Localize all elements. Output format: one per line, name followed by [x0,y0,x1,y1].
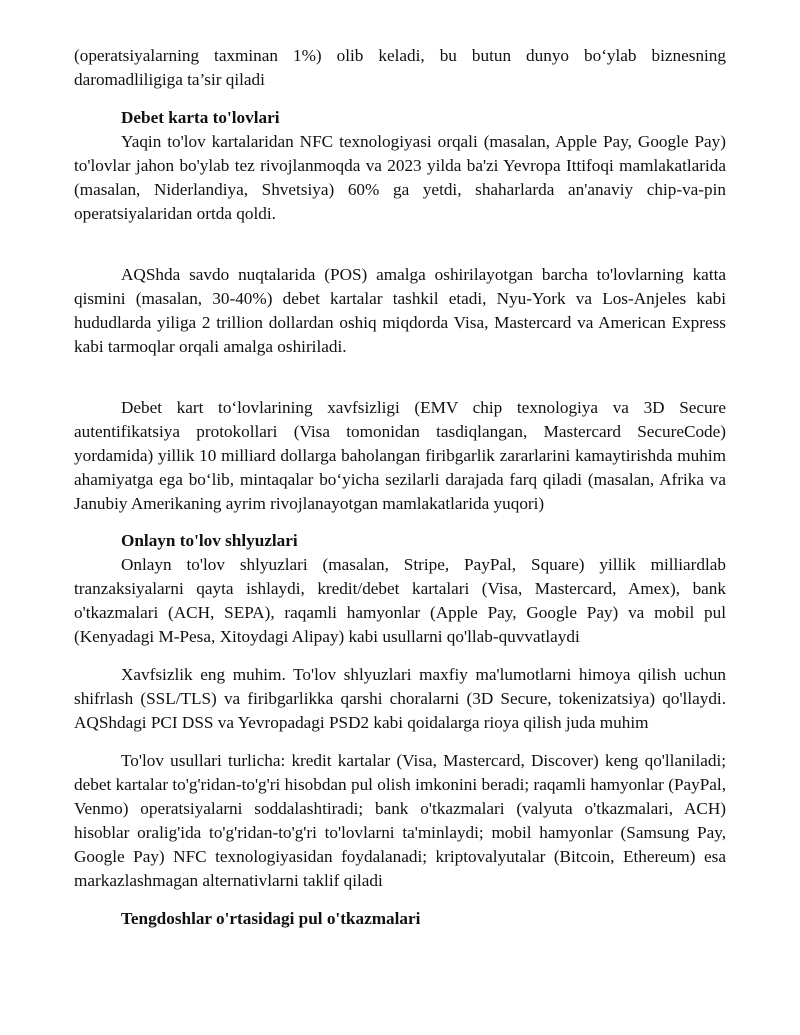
continued-paragraph: (operatsiyalarning taxminan 1%) olib keladi, bu butun dunyo bo‘ylab biznesning daromadliligiga ta’sir qiladi [74,46,726,89]
section-heading-online-gateways: Onlayn to'lov shlyuzlari [121,531,298,550]
paragraph-nfc-payments: Yaqin to'lov kartalaridan NFC texnologiyasi orqali (masalan, Apple Pay, Google Pay) to'lovlar jahon bo'ylab tez rivojlanmoqda va 2023 yilda ba'zi Yevropa Ittifoqi mamlakatlarida (masalan, Niderlandiya, Shvetsiya) 60% ga yetdi, shaharlarda an'anaviy chip-va-pin operatsiyalaridan ortda qoldi. [74,132,726,223]
paragraph-gateways-overview: Onlayn to'lov shlyuzlari (masalan, Stripe, PayPal, Square) yillik milliardlab tranzaksiyalarni qayta ishlaydi, kredit/debet kartalari (Visa, Mastercard, Amex), bank o'tkazmalari (ACH, SEPA), raqamli hamyonlar (Apple Pay, Google Pay) va mobil pul (Kenyadagi M-Pesa, Xitoydagi Alipay) kabi usullarni qo'llab-quvvatlaydi [74,555,726,646]
paragraph-payment-methods: To'lov usullari turlicha: kredit kartalar (Visa, Mastercard, Discover) keng qo'llaniladi; debet kartalar to'g'ridan-to'g'ri hisobdan pul olish imkonini beradi; raqamli hamyonlar (PayPal, Venmo) operatsiyalarni soddalashtiradi; bank o'tkazmalari (valyuta o'tkazmalari, ACH) hisoblar oralig'ida to'g'ridan-to'g'ri to'lovlarni ta'minlaydi; mobil hamyonlar (Samsung Pay, Google Pay) NFC texnologiyasidan foydalanadi; kriptovalyutalar (Bitcoin, Ethereum) esa markazlashmagan alternativlarni taklif qiladi [74,751,726,890]
document-page [74,44,726,931]
section-heading-debit-card: Debet karta to'lovlari [121,108,280,127]
section-heading-p2p-transfers: Tengdoshlar o'rtasidagi pul o'tkazmalari [121,909,421,928]
paragraph-us-pos: AQShda savdo nuqtalarida (POS) amalga oshirilayotgan barcha to'lovlarning katta qismini (masalan, 30-40%) debet kartalar tashkil etadi, Nyu-York va Los-Anjeles kabi hududlarda yiliga 2 trillion dollardan oshiq miqdorda Visa, Mastercard va American Express kabi tarmoqlar orqali amalga oshiriladi. [74,265,726,356]
paragraph-gateways-security: Xavfsizlik eng muhim. To'lov shlyuzlari maxfiy ma'lumotlarni himoya qilish uchun shifrlash (SSL/TLS) va firibgarlikka qarshi choralarni (3D Secure, tokenizatsiya) qo'llaydi. AQShdagi PCI DSS va Yevropadagi PSD2 kabi qoidalarga rioya qilish juda muhim [74,665,726,732]
paragraph-debit-security: Debet kart to‘lovlarining xavfsizligi (EMV chip texnologiya va 3D Secure autentifikatsiya protokollari (Visa tomonidan tasdiqlangan, Mastercard SecureCode) yordamida) yillik 10 milliard dollarga baholangan firibgarlik zararlarini kamaytirishda muhim ahamiyatga ega bo‘lib, mintaqalar bo‘yicha sezilarli darajada farq qiladi (masalan, Afrika va Janubiy Amerikaning ayrim rivojlanayotgan mamlakatlarida yuqori) [74,398,726,513]
